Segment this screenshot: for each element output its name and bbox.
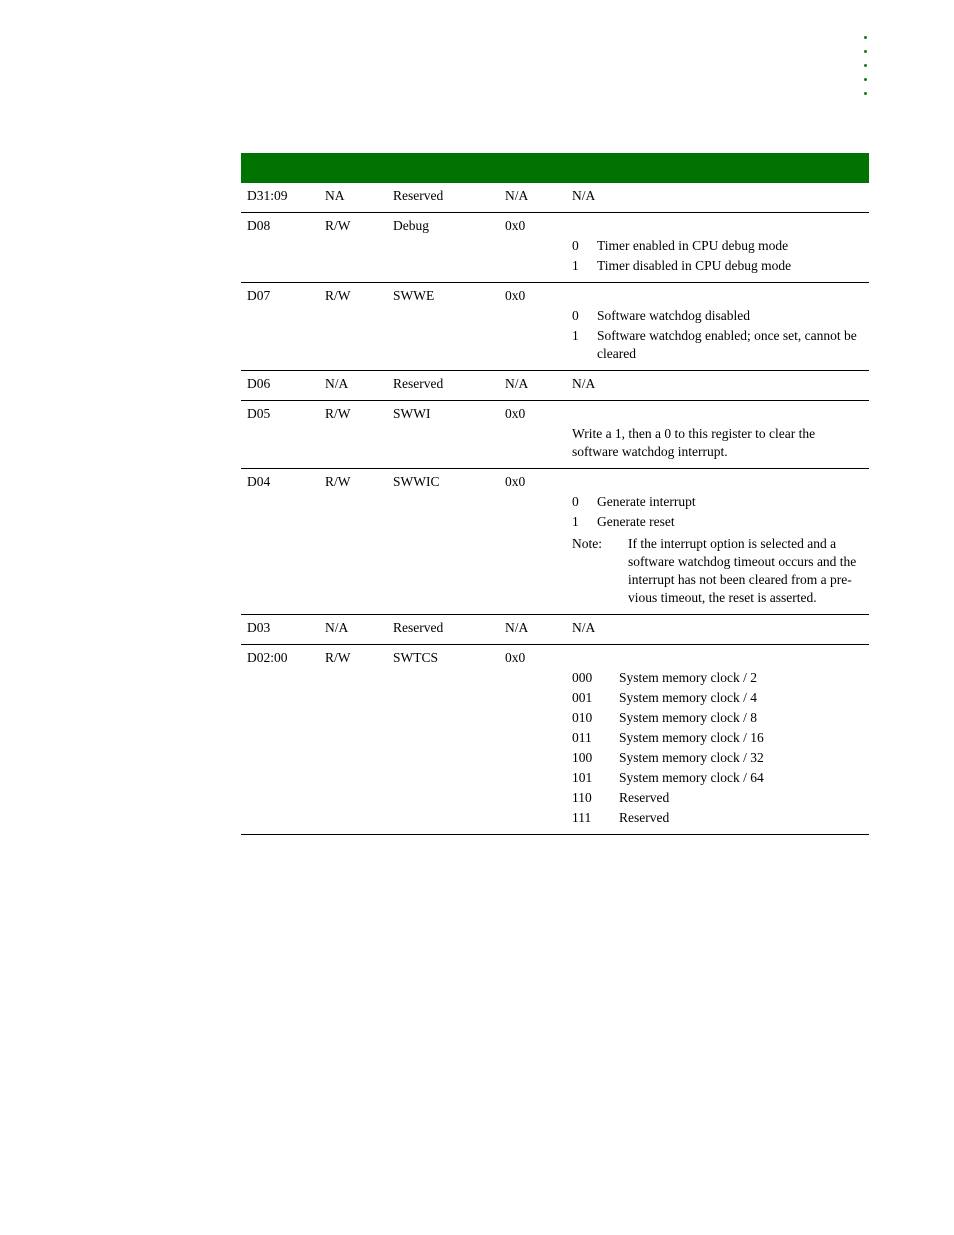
access-cell: N/A [325,376,349,391]
access-cell: R/W [325,218,351,233]
option-code: 111 [572,810,592,825]
reset-cell: N/A [505,376,529,391]
margin-dots [864,36,868,106]
bits-cell: D31:09 [247,188,288,203]
table-row [241,645,869,835]
option-code: 010 [572,710,593,725]
bits-cell: D06 [247,376,271,391]
option-code: 011 [572,730,592,745]
description-text [572,405,869,423]
access-cell: R/W [325,406,351,421]
register-bit-table [241,153,869,835]
option-text: Timer disabled in CPU debug mode [597,258,792,273]
description-cell [572,645,869,834]
option-text: Software watchdog disabled [597,308,750,323]
reset-cell: 0x0 [505,288,526,303]
description-cell [572,615,869,644]
bits-cell: D03 [247,620,271,635]
reset-cell: N/A [505,620,529,635]
option-item [572,513,869,531]
option-item [572,809,869,827]
reset-cell: N/A [505,188,529,203]
option-code: 1 [572,514,579,529]
table-row [241,469,869,615]
description-cell [572,213,869,282]
option-code: 1 [572,258,579,273]
table-row [241,615,869,645]
option-text: System memory clock / 16 [619,730,764,745]
option-item [572,689,869,707]
option-code: 100 [572,750,593,765]
option-text: System memory clock / 4 [619,690,757,705]
option-item [572,327,869,363]
option-text: Generate interrupt [597,494,696,509]
access-cell: R/W [325,288,351,303]
access-cell: R/W [325,474,351,489]
reset-cell: 0x0 [505,474,526,489]
option-text: System memory clock / 8 [619,710,757,725]
option-code: 110 [572,790,592,805]
option-code: 0 [572,308,579,323]
note-block [572,535,863,607]
option-text: Software watchdog enabled; once set, cannot be cleared [597,328,857,361]
description-text: N/A [572,620,596,635]
description-cell [572,183,869,212]
option-item [572,257,869,275]
option-item [572,237,869,255]
description-text [572,217,869,235]
option-text: Generate reset [597,514,675,529]
dot-decoration [864,64,867,67]
option-code: 1 [572,328,579,343]
option-text: Reserved [619,790,670,805]
description-text [572,287,869,305]
mnemonic-cell: Reserved [393,188,444,203]
description-cell [572,283,869,370]
reset-cell: 0x0 [505,650,526,665]
option-code: 101 [572,770,593,785]
option-text: System memory clock / 32 [619,750,764,765]
option-item [572,729,869,747]
dot-decoration [864,78,867,81]
description-text [572,473,869,491]
table-row [241,283,869,371]
description-cell [572,371,869,400]
mnemonic-cell: SWTCS [393,650,439,665]
option-code: 0 [572,238,579,253]
option-text: Reserved [619,810,670,825]
description-text: N/A [572,376,596,391]
table-row [241,213,869,283]
table-row [241,401,869,469]
mnemonic-cell: Debug [393,218,429,233]
mnemonic-cell: SWWI [393,406,431,421]
option-text: System memory clock / 64 [619,770,764,785]
table-row [241,371,869,401]
option-item [572,709,869,727]
mnemonic-cell: SWWIC [393,474,440,489]
description-cell [572,469,869,614]
option-item [572,307,869,325]
option-item [572,789,869,807]
mnemonic-cell: Reserved [393,376,444,391]
mnemonic-cell: SWWE [393,288,435,303]
option-item [572,669,869,687]
access-cell: NA [325,188,345,203]
reset-cell: 0x0 [505,406,526,421]
mnemonic-cell: Reserved [393,620,444,635]
dot-decoration [864,36,867,39]
option-text: Timer enabled in CPU debug mode [597,238,789,253]
description-text [572,649,869,667]
option-code: 000 [572,670,593,685]
description-text: N/A [572,188,596,203]
note-text: If the interrupt option is selected and a software watchdog timeout occurs and the interrupt has not been cleared from a pre-vious timeout, the reset is asserted. [628,536,857,605]
dot-decoration [864,92,867,95]
option-item [572,769,869,787]
reset-cell: 0x0 [505,218,526,233]
bits-cell: D02:00 [247,650,288,665]
option-item [572,493,869,511]
bits-cell: D07 [247,288,271,303]
description-cell [572,401,869,468]
table-row [241,183,869,213]
dot-decoration [864,50,867,53]
bits-cell: D04 [247,474,271,489]
option-code: 001 [572,690,593,705]
table-header-bar [241,153,869,183]
access-cell: R/W [325,650,351,665]
description-paragraph: Write a 1, then a 0 to this register to clear the software watchdog interrupt. [572,426,816,459]
bits-cell: D08 [247,218,271,233]
option-code: 0 [572,494,579,509]
option-item [572,749,869,767]
option-text: System memory clock / 2 [619,670,757,685]
note-label: Note: [572,536,602,551]
bits-cell: D05 [247,406,271,421]
access-cell: N/A [325,620,349,635]
